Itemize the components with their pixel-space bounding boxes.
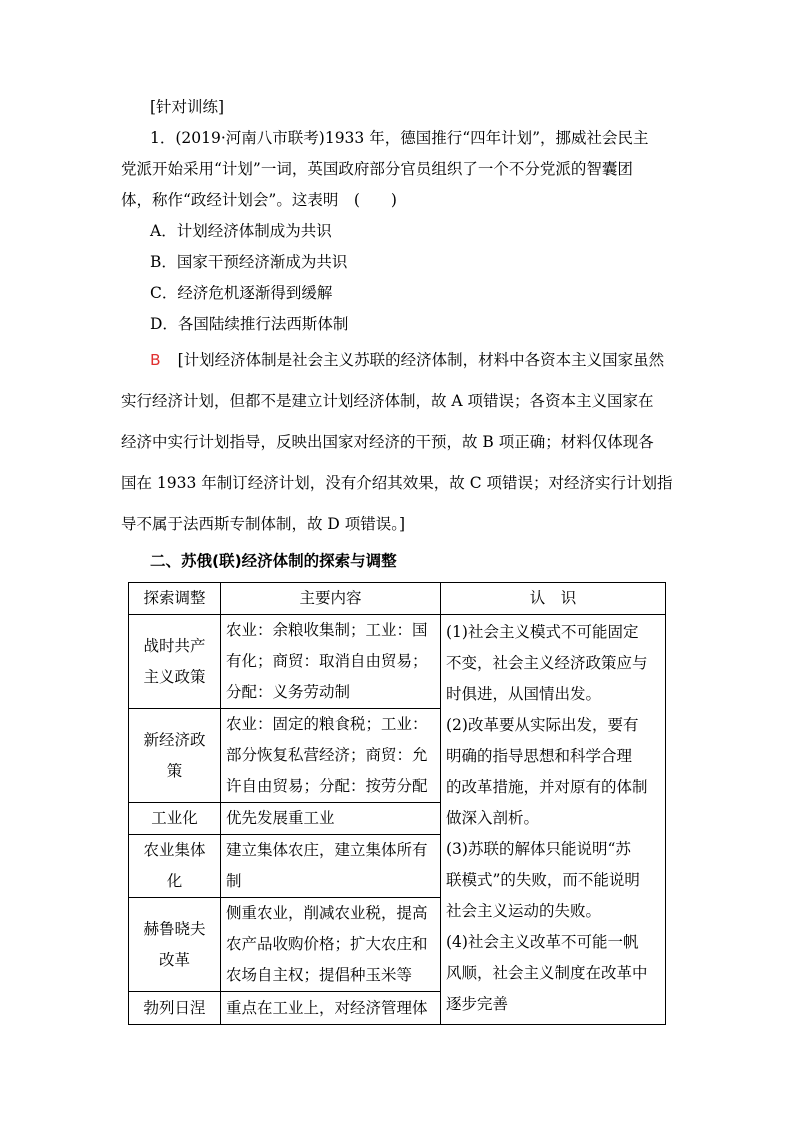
- answer-first-line: [150, 350, 664, 370]
- section-label: [针对训练]: [150, 98, 225, 116]
- row-name-line: 赫鲁晓夫: [143, 919, 206, 938]
- insight-line: 联模式”的失败，而不能说明: [446, 871, 640, 889]
- question-line-2: 党派开始采用“计划”一词，英国政府部分官员组织了一个不分党派的智囊团: [121, 160, 633, 178]
- exploration-table: [128, 582, 666, 1025]
- insight-line: 逐步完善: [446, 995, 509, 1013]
- table-header-row: [129, 583, 666, 615]
- answer-line-4: 国在 1933 年制订经济计划，没有介绍其效果，故 C 项错误；对经济实行计划指: [121, 474, 673, 492]
- row-name: [129, 615, 221, 709]
- answer-line-2: 实行经济计划，但都不是建立计划经济体制，故 A 项错误；各资本主义国家在: [121, 392, 654, 410]
- insight-cell: [441, 615, 666, 1025]
- row-name: [129, 803, 221, 835]
- row-content-line: 优先发展重工业: [226, 809, 335, 827]
- row-name: [129, 709, 221, 803]
- row-content-line: 许自由贸易；分配：按劳分配: [226, 777, 428, 795]
- insight-line: 时俱进，从国情出发。: [446, 685, 602, 703]
- row-content: [221, 835, 441, 898]
- insight-line: 明确的指导思想和科学合理: [446, 747, 633, 765]
- row-name-line: 工业化: [151, 809, 198, 827]
- row-name-line: 改革: [158, 950, 190, 969]
- option-c: C．经济危机逐渐得到缓解: [150, 284, 333, 302]
- row-content-line: 建立集体农庄，建立集体所有: [226, 841, 428, 859]
- section-heading: 二、苏俄(联)经济体制的探索与调整: [150, 552, 397, 570]
- option-d: D．各国陆续推行法西斯体制: [150, 315, 349, 333]
- insight-line: (1)社会主义模式不可能固定: [446, 623, 639, 641]
- option-a: A．计划经济体制成为共识: [150, 222, 332, 240]
- insight-line: (2)改革要从实际出发，要有: [446, 716, 639, 734]
- row-content-line: 农业：固定的粮食税；工业：: [226, 715, 428, 733]
- row-content-line: 侧重农业，削减农业税，提高: [226, 904, 428, 922]
- answer-line-5: 导不属于法西斯专制体制，故 D 项错误。]: [121, 515, 406, 533]
- insight-line: 做深入剖析。: [446, 809, 540, 827]
- row-content: [221, 992, 441, 1025]
- row-name-line: 化: [166, 872, 183, 890]
- insight-line: 风顺，社会主义制度在改革中: [446, 964, 648, 982]
- row-content-line: 农场自主权；提倡种玉米等: [226, 966, 413, 984]
- row-content-line: 农产品收购价格；扩大农庄和: [226, 935, 428, 953]
- row-content-line: 农业：余粮收集制；工业：国: [226, 621, 428, 639]
- insight-line: (4)社会主义改革不可能一帆: [446, 933, 639, 951]
- insight-line: 的改革措施，并对原有的体制: [446, 778, 648, 796]
- row-content: [221, 615, 441, 709]
- row-name: [129, 835, 221, 898]
- question-line-1: 1．(2019·河南八市联考)1933 年，德国推行“四年计划”，挪威社会民主: [150, 129, 649, 147]
- row-name-line: 主义政策: [143, 667, 206, 686]
- row-content-line: 制: [226, 872, 242, 890]
- table-row: [129, 615, 666, 709]
- row-content-line: 部分恢复私营经济；商贸：允: [226, 746, 428, 764]
- option-b: B．国家干预经济渐成为共识: [150, 253, 348, 271]
- row-name-line: 勃列日涅: [143, 998, 206, 1017]
- question-line-3: 体，称作“政经计划会”。这表明 ( ): [121, 191, 397, 209]
- header-insight: 认 识: [441, 583, 666, 615]
- row-content-line: 重点在工业上，对经济管理体: [226, 998, 428, 1017]
- row-content: [221, 898, 441, 992]
- row-content-line: 分配：义务劳动制: [226, 683, 351, 701]
- answer-letter: B: [150, 351, 161, 369]
- insight-line: (3)苏联的解体只能说明“苏: [446, 840, 631, 858]
- answer-line-3: 经济中实行计划指导，反映出国家对经济的干预，故 B 项正确；材料仅体现各: [121, 433, 654, 451]
- insight-line: 社会主义运动的失败。: [446, 902, 602, 920]
- row-name-line: 战时共产: [143, 636, 206, 655]
- row-name: [129, 898, 221, 992]
- answer-text: [计划经济体制是社会主义苏联的经济体制，材料中各资本主义国家虽然: [177, 351, 665, 369]
- insight-line: 不变，社会主义经济政策应与: [446, 654, 648, 672]
- row-content: [221, 803, 441, 835]
- row-name-line: 策: [166, 761, 183, 780]
- row-name-line: 农业集体: [143, 841, 206, 859]
- row-name: [129, 992, 221, 1025]
- header-content: 主要内容: [221, 583, 441, 615]
- row-content-line: 有化；商贸：取消自由贸易；: [226, 652, 428, 670]
- header-exploration: 探索调整: [129, 583, 221, 615]
- row-name-line: 新经济政: [143, 730, 206, 749]
- row-content: [221, 709, 441, 803]
